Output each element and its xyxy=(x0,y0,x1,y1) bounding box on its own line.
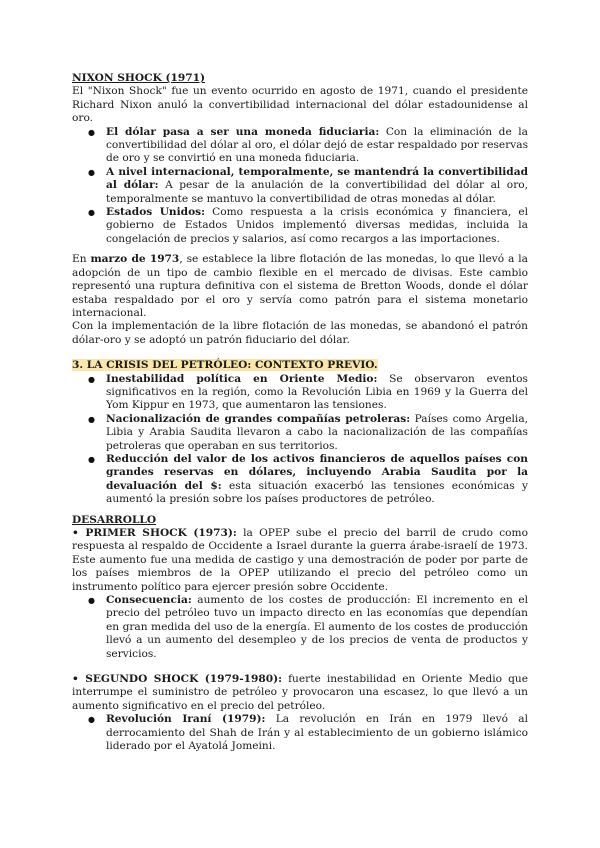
bullet-label: Estados Unidos: xyxy=(106,206,206,219)
crisis-title xyxy=(72,359,528,372)
desarrollo-title: DESARROLLO xyxy=(72,513,157,526)
bullet-text: Como respuesta a la crisis económica y financiera, el gobierno de Estados Unidos implementó diversas medidas, incluida la congelación de precios y salarios, así como recargos a las importaciones. xyxy=(106,206,528,245)
bullet-label: Nacionalización de grandes compañías petroleras: xyxy=(106,412,411,425)
bullet-text: Se observaron eventos significativos en la región, como la Revolución Libia en 1969 y la Guerra del Yom Kippur en 1973, que aumentaron las tensiones. xyxy=(106,372,528,412)
bullet-label: Inestabilidad política en Oriente Medio: xyxy=(106,372,378,385)
crisis-title-highlight: 3. LA CRISIS DEL PETRÓLEO: CONTEXTO PREVIO. xyxy=(72,359,378,372)
list-item xyxy=(106,126,528,166)
bullet-label: Revolución Iraní (1979): xyxy=(106,713,266,726)
nixon-intro: El "Nixon Shock" fue un evento ocurrido en agosto de 1971, cuando el presidente Richard Nixon anuló la convertibilidad internacional del dólar estadounidense al oro. xyxy=(72,85,528,125)
list-item xyxy=(106,373,528,413)
bullet-text: A pesar de la anulación de la convertibilidad del dólar al oro, temporalmente se mantuvo la convertibilidad de otras monedas al dólar. xyxy=(106,179,528,205)
march-text: , se establece la libre flotación de las monedas, lo que llevó a la adopción de un tipo de cambio flexible en el mercado de divisas. Este cambio representó una ruptura definitiva con el sistema de Bretton Woods, donde el dólar estaba respaldado por el oro y servía como patrón para el sistema monetario internacional. xyxy=(72,253,528,319)
bullet-label: El dólar pasa a ser una moneda fiduciaria: xyxy=(106,125,380,138)
bullet-text: esta situación exacerbó las tensiones económicas y aumentó la presión sobre los países productores de petróleo. xyxy=(106,479,528,506)
first-shock-text: la OPEP sube el precio del barril de crudo como respuesta al respaldo de Occidente a Israel durante la guerra árabe-israelí de 1973. Este aumento fue una medida de castigo y una demostración de poder por parte de los países miembros de la OPEP utilizando el precio del petróleo como un instrumento político para ejercer presión sobre Occidente. xyxy=(72,527,528,593)
bullet-text: La revolución en Irán en 1979 llevó al derrocamiento del Shah de Irán y al establecimiento de un gobierno islámico liderado por el Ayatolá Jomeini. xyxy=(106,713,528,753)
bullet-label: A nivel internacional, temporalmente, se mantendrá la convertibilidad al dólar: xyxy=(106,165,528,192)
second-shock-paragraph xyxy=(72,673,528,713)
first-shock-label: • PRIMER SHOCK (1973): xyxy=(72,527,237,539)
march-prefix: En xyxy=(72,253,91,266)
list-item xyxy=(106,594,528,661)
second-shock-label: • SEGUNDO SHOCK (1979-1980): xyxy=(72,673,283,686)
bullet-text: Países como Argelia, Libia y Arabia Saudita llevaron a cabo la nacionalización de las compañías petroleras que operaban en sus territorios. xyxy=(106,412,529,452)
march-paragraph xyxy=(72,253,528,320)
nixon-closing: Con la implementación de la libre flotación de las monedas, se abandonó el patrón dólar-oro y se adoptó un patrón fiduciario del dólar. xyxy=(72,320,528,346)
nixon-bullet-list xyxy=(72,126,528,247)
march-date: marzo de 1973 xyxy=(90,253,180,266)
nixon-title: NIXON SHOCK (1971) xyxy=(72,72,205,84)
list-item xyxy=(106,713,528,753)
list-item xyxy=(106,413,528,453)
bullet-label: Reducción del valor de los activos financieros de aquellos países con grandes reservas en dólares, incluyendo Arabia Saudita por la devaluación del $: xyxy=(106,452,528,492)
list-item xyxy=(106,206,528,246)
first-shock-bullet-list xyxy=(72,594,528,661)
list-item xyxy=(106,166,528,206)
list-item xyxy=(106,453,528,507)
crisis-bullet-list xyxy=(72,373,528,507)
bullet-text: aumento de los costes de producción: El incremento en el precio del petróleo tuvo un impacto directo en las economías que dependían en gran medida del uso de la energía. El aumento de los costes de producción llevó a un aumento del desempleo y de los precios de venta de productos y servicios. xyxy=(106,594,528,660)
document-page xyxy=(72,72,528,754)
bullet-text: Con la eliminación de la convertibilidad del dólar al oro, el dólar dejó de estar respaldado por reservas de oro y se convirtió en una moneda fiduciaria. xyxy=(106,125,528,165)
bullet-label: Consecuencia: xyxy=(106,594,192,607)
first-shock-paragraph xyxy=(72,527,528,594)
second-shock-bullet-list xyxy=(72,713,528,753)
second-shock-text: fuerte inestabilidad en Oriente Medio que interrumpe el suministro de petróleo y provocaron una escasez, lo que llevó a un aumento significativo en el precio del petróleo. xyxy=(72,673,528,712)
